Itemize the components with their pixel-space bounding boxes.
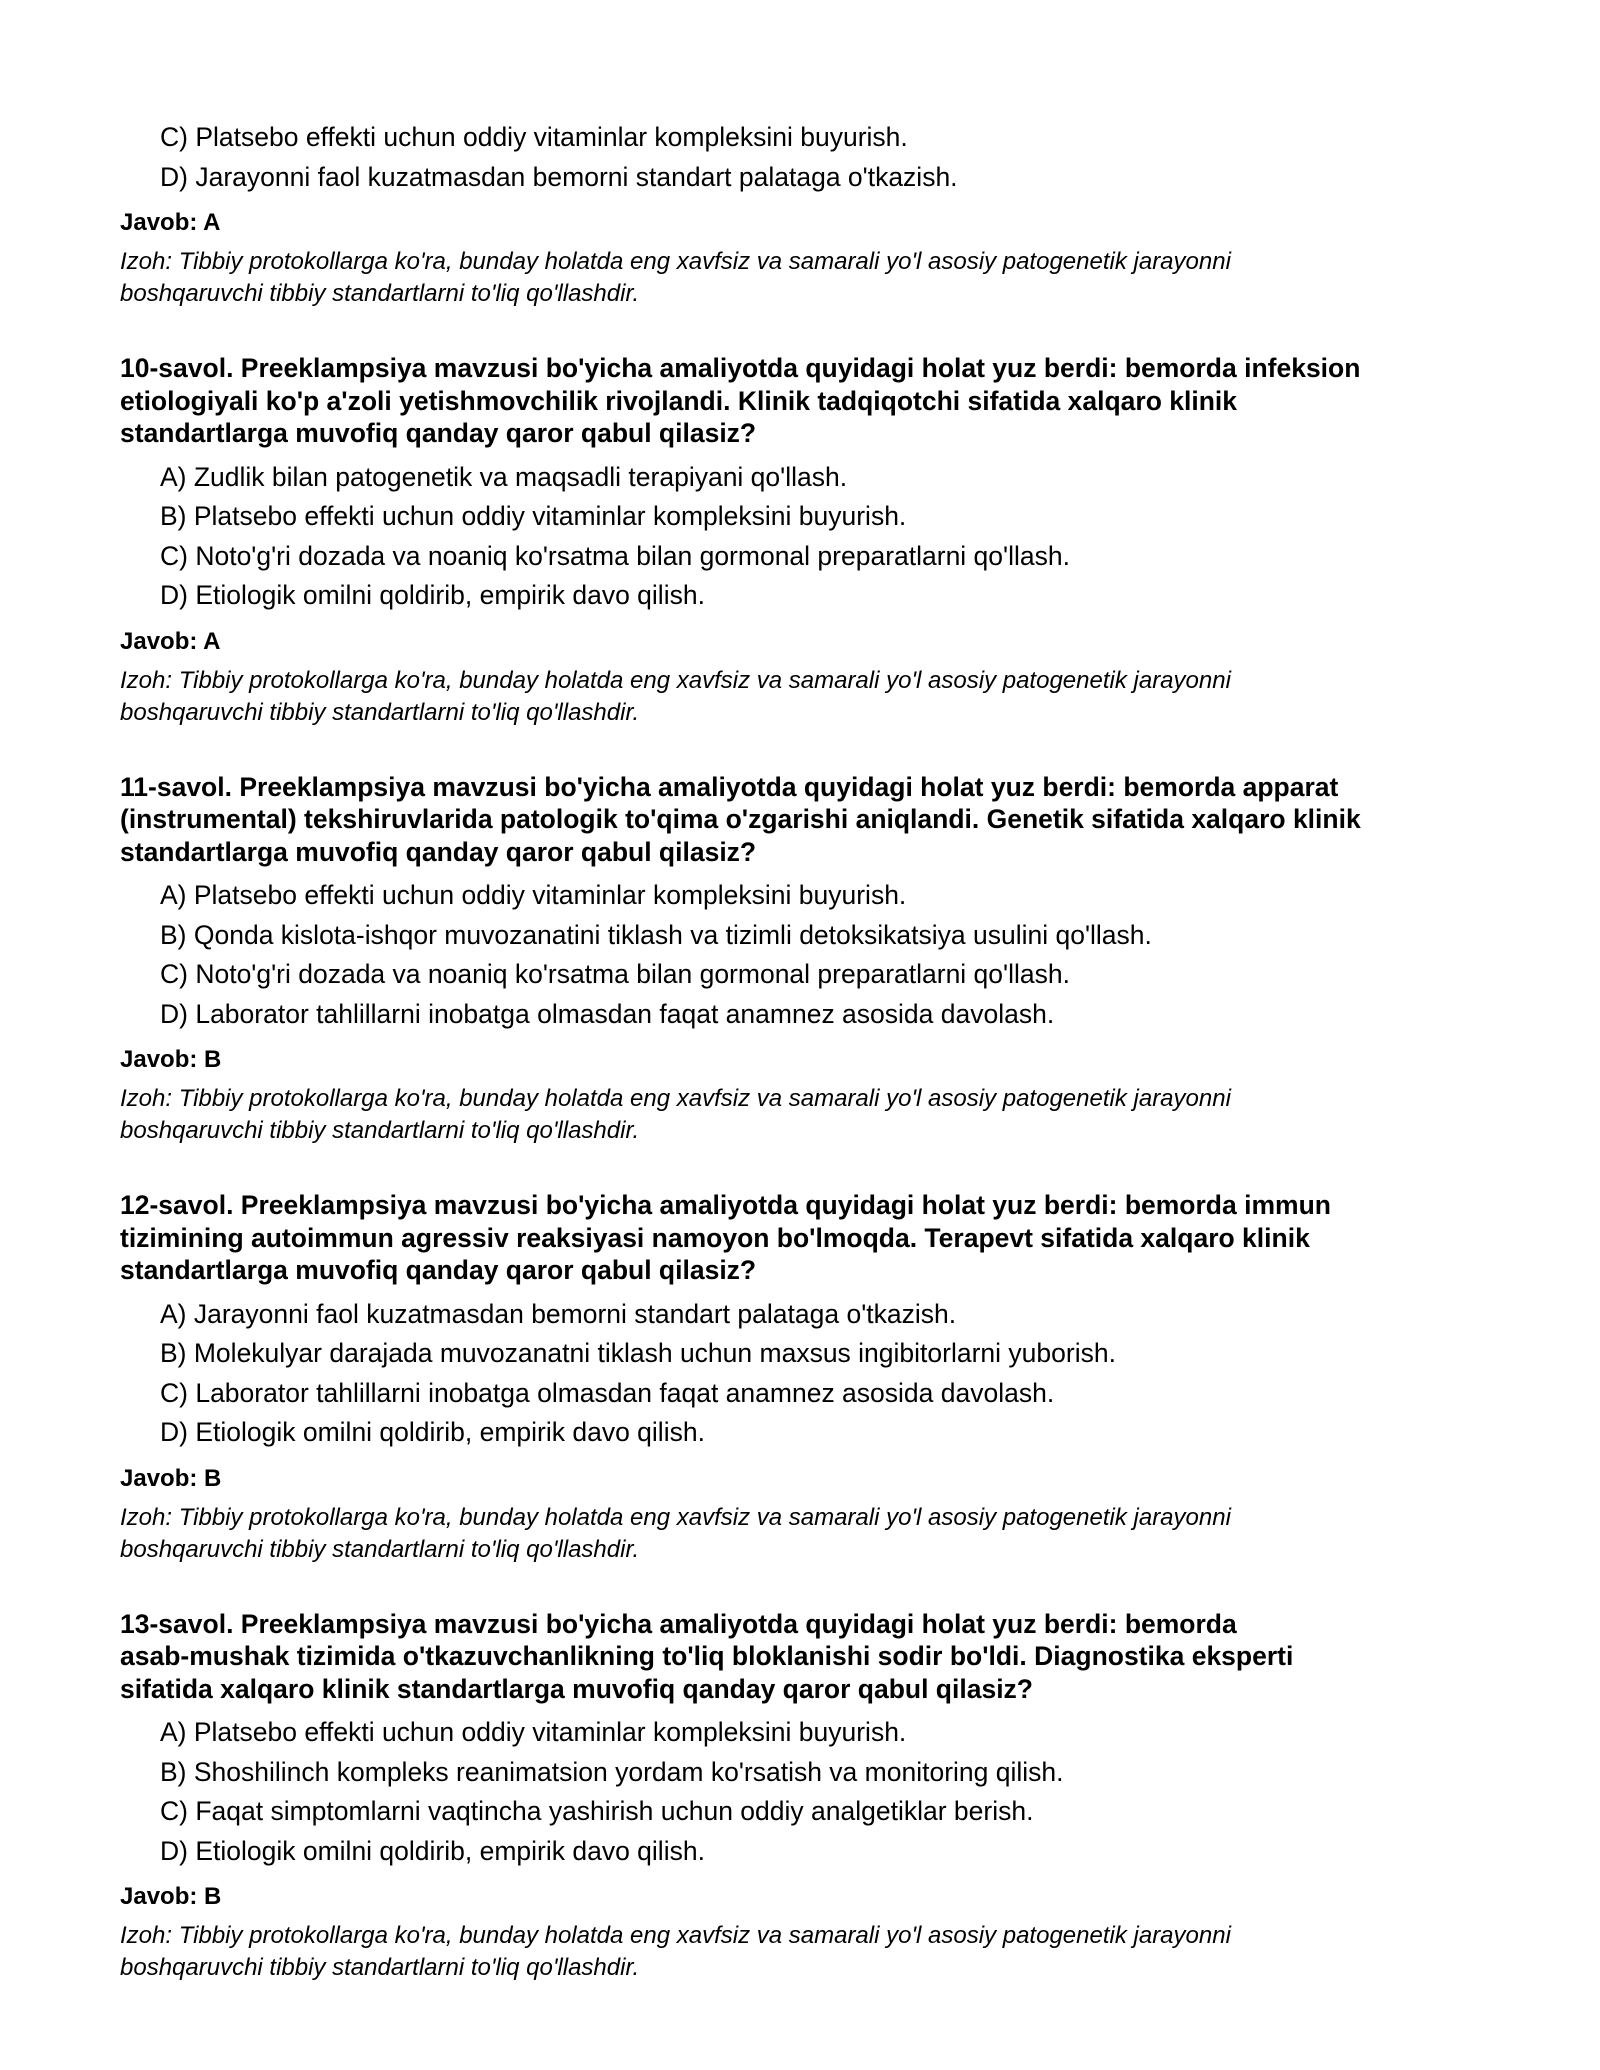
option-d: D) Etiologik omilni qoldirib, empirik davo qilish.	[160, 580, 705, 610]
note-line: boshqaruvchi tibbiy standartlarni to'liq qo'llashdir.	[120, 1535, 640, 1563]
note-line: boshqaruvchi tibbiy standartlarni to'liq qo'llashdir.	[120, 1954, 640, 1981]
option-c: C) Faqat simptomlarni vaqtincha yashirish uchun oddiy analgetiklar berish.	[160, 1796, 1034, 1826]
document-page	[120, 118, 1480, 1984]
option-a: A) Jarayonni faol kuzatmasdan bemorni standart palataga o'tkazish.	[160, 1298, 957, 1329]
note-line: boshqaruvchi tibbiy standartlarni to'liq qo'llashdir.	[120, 698, 640, 726]
question-10	[120, 352, 1480, 729]
option-d: D) Etiologik omilni qoldirib, empirik davo qilish.	[160, 1417, 705, 1447]
question-title-line: asab-mushak tizimida o'tkazuvchanlikning to'liq bloklanishi sodir bo'ldi. Diagnostika eksperti	[120, 1641, 1294, 1671]
question-12	[120, 1189, 1480, 1566]
answer-label: Javob: B	[120, 1046, 222, 1073]
question-11	[120, 771, 1480, 1148]
options-list	[120, 1295, 1480, 1453]
question-title-line: 10-savol. Preeklampsiya mavzusi bo'yicha amaliyotda quyidagi holat yuz berdi: bemorda infeksion	[120, 353, 1361, 383]
question-title	[120, 1189, 1480, 1287]
option-c: C) Noto'g'ri dozada va noaniq ko'rsatma bilan gormonal preparatlarni qo'llash.	[160, 540, 1070, 571]
options-list	[120, 118, 1480, 197]
note-line: boshqaruvchi tibbiy standartlarni to'liq qo'llashdir.	[120, 1117, 640, 1144]
note-line: Izoh: Tibbiy protokollarga ko'ra, bunday holatda eng xavfsiz va samarali yo'l asosiy patogenetik jarayonni	[120, 666, 1231, 694]
question-title-line: etiologiyali ko'p a'zoli yetishmovchilik rivojlandi. Klinik tadqiqotchi sifatida xalqaro klinik	[120, 385, 1238, 416]
answer-label: Javob: A	[120, 627, 221, 655]
explanation-note	[120, 1920, 1480, 1984]
option-d: D) Jarayonni faol kuzatmasdan bemorni standart palataga o'tkazish.	[160, 161, 958, 192]
note-line: Izoh: Tibbiy protokollarga ko'ra, bunday holatda eng xavfsiz va samarali yo'l asosiy patogenetik jarayonni	[120, 1085, 1231, 1112]
question-title	[120, 1608, 1480, 1706]
option-c: C) Platsebo effekti uchun oddiy vitaminlar kompleksini buyurish.	[160, 122, 908, 152]
answer-label: Javob: B	[120, 1464, 222, 1492]
answer-label: Javob: B	[120, 1883, 222, 1910]
note-line: Izoh: Tibbiy protokollarga ko'ra, bunday holatda eng xavfsiz va samarali yo'l asosiy patogenetik jarayonni	[120, 1922, 1231, 1949]
options-list	[120, 1713, 1480, 1871]
option-b: B) Shoshilinch kompleks reanimatsion yordam ko'rsatish va monitoring qilish.	[160, 1756, 1064, 1787]
previous-question-continuation	[120, 118, 1480, 310]
question-title-line: standartlarga muvofiq qanday qaror qabul qilasiz?	[120, 1255, 757, 1285]
answer-label: Javob: A	[120, 209, 221, 236]
explanation-note	[120, 665, 1480, 729]
options-list	[120, 458, 1480, 616]
explanation-note	[120, 246, 1480, 310]
note-line: Izoh: Tibbiy protokollarga ko'ra, bunday holatda eng xavfsiz va samarali yo'l asosiy patogenetik jarayonni	[120, 248, 1231, 275]
option-b: B) Molekulyar darajada muvozanatni tiklash uchun maxsus ingibitorlarni yuborish.	[160, 1338, 1116, 1368]
option-a: A) Platsebo effekti uchun oddiy vitaminlar kompleksini buyurish.	[160, 1717, 907, 1747]
question-title-line: tizimining autoimmun agressiv reaksiyasi namoyon bo'lmoqda. Terapevt sifatida xalqaro klinik	[120, 1222, 1310, 1253]
note-line: boshqaruvchi tibbiy standartlarni to'liq qo'llashdir.	[120, 280, 640, 307]
question-title	[120, 771, 1480, 869]
question-title	[120, 352, 1480, 450]
explanation-note	[120, 1502, 1480, 1566]
explanation-note	[120, 1083, 1480, 1147]
option-c: C) Noto'g'ri dozada va noaniq ko'rsatma bilan gormonal preparatlarni qo'llash.	[160, 959, 1070, 989]
question-title-line: 11-savol. Preeklampsiya mavzusi bo'yicha amaliyotda quyidagi holat yuz berdi: bemorda apparat	[120, 771, 1339, 802]
option-a: A) Zudlik bilan patogenetik va maqsadli terapiyani qo'llash.	[160, 461, 848, 492]
option-b: B) Platsebo effekti uchun oddiy vitaminlar kompleksini buyurish.	[160, 501, 907, 531]
question-title-line: sifatida xalqaro klinik standartlarga muvofiq qanday qaror qabul qilasiz?	[120, 1673, 1033, 1704]
question-title-line: (instrumental) tekshiruvlarida patologik to'qima o'zgarishi aniqlandi. Genetik sifatida xalqaro klinik	[120, 804, 1361, 834]
option-b: B) Qonda kislota-ishqor muvozanatini tiklash va tizimli detoksikatsiya usulini qo'llash.	[160, 919, 1152, 950]
option-d: D) Etiologik omilni qoldirib, empirik davo qilish.	[160, 1835, 705, 1866]
note-line: Izoh: Tibbiy protokollarga ko'ra, bunday holatda eng xavfsiz va samarali yo'l asosiy patogenetik jarayonni	[120, 1503, 1231, 1531]
question-13	[120, 1608, 1480, 1985]
question-title-line: 13-savol. Preeklampsiya mavzusi bo'yicha amaliyotda quyidagi holat yuz berdi: bemorda	[120, 1608, 1237, 1639]
options-list	[120, 876, 1480, 1034]
question-title-line: 12-savol. Preeklampsiya mavzusi bo'yicha amaliyotda quyidagi holat yuz berdi: bemorda immun	[120, 1190, 1331, 1220]
option-a: A) Platsebo effekti uchun oddiy vitaminlar kompleksini buyurish.	[160, 880, 907, 910]
question-title-line: standartlarga muvofiq qanday qaror qabul qilasiz?	[120, 418, 757, 448]
option-c: C) Laborator tahlillarni inobatga olmasdan faqat anamnez asosida davolash.	[160, 1377, 1055, 1408]
question-title-line: standartlarga muvofiq qanday qaror qabul qilasiz?	[120, 836, 757, 867]
option-d: D) Laborator tahlillarni inobatga olmasdan faqat anamnez asosida davolash.	[160, 998, 1055, 1029]
